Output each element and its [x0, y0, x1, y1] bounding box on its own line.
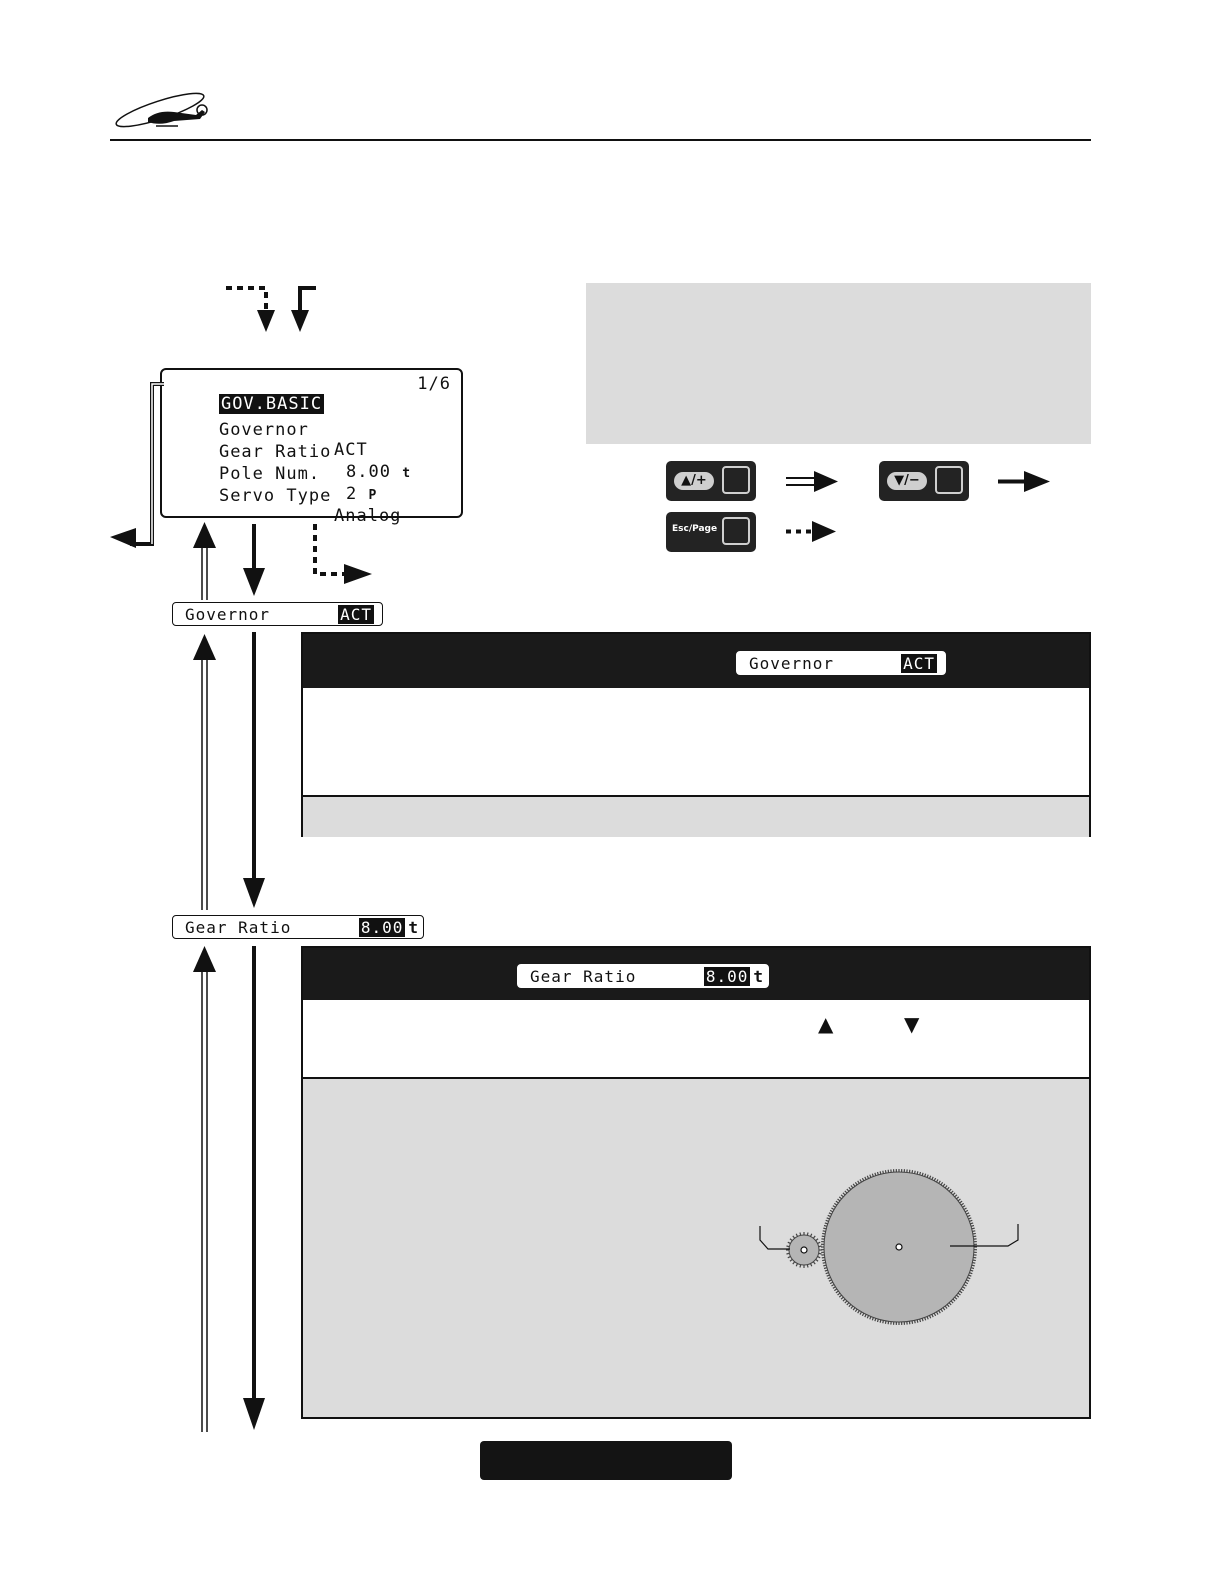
- info-panel: [586, 283, 1091, 444]
- governor-section-header-label: Governor ACT: [736, 651, 946, 675]
- gear-diagram-icon: [750, 1160, 1030, 1340]
- gear-ratio-section-header: [303, 948, 1089, 1000]
- esc-page-key[interactable]: [666, 512, 756, 552]
- gear-ratio-setting-label: Gear Ratio 8.00 t: [172, 915, 424, 939]
- helicopter-logo-icon: [112, 88, 212, 136]
- down-minus-key[interactable]: [879, 461, 969, 501]
- governor-setting-label: Governor ACT: [172, 602, 383, 626]
- governor-section: [301, 632, 1091, 837]
- esc-page-key-icon: Esc/Page: [672, 524, 718, 534]
- down-minus-key-icon: ▼/−: [887, 472, 927, 490]
- gear-ratio-section-note: [303, 1077, 1089, 1127]
- lcd-row-gear-ratio: Gear Ratio 8.00 t: [218, 442, 412, 482]
- lcd-title: GOV.BASIC: [220, 394, 323, 414]
- up-plus-key-icon: ▲/+: [674, 472, 714, 490]
- dashed-exit-arrow-icon: [312, 522, 376, 588]
- lcd-row-servo-type: Servo Type Analog: [218, 486, 402, 526]
- exit-left-arrow-icon: [110, 380, 170, 550]
- dashed-arrow-icon: [786, 520, 842, 544]
- solid-arrow-icon: [998, 470, 1054, 494]
- governor-section-note: [303, 795, 1089, 837]
- lcd-page-indicator: 1/6: [417, 374, 451, 394]
- lcd-row-pole-num: Pole Num. 2 P: [218, 464, 378, 504]
- up-arrow-icon: ▲: [818, 1012, 834, 1036]
- up-plus-key[interactable]: [666, 461, 756, 501]
- gear-ratio-section-header-label: Gear Ratio 8.00 t: [517, 964, 769, 988]
- governor-section-header: [303, 634, 1089, 688]
- down-arrow-icon: ▼: [904, 1012, 920, 1036]
- page-footer-tab: [480, 1441, 732, 1480]
- lcd-screen: [160, 368, 463, 526]
- double-arrow-icon: [786, 470, 842, 494]
- flow-arrows-left: [190, 520, 280, 1435]
- header-rule: [110, 139, 1091, 141]
- lcd-row-governor: Governor ACT: [218, 420, 368, 460]
- incoming-arrows-icon: [224, 284, 324, 334]
